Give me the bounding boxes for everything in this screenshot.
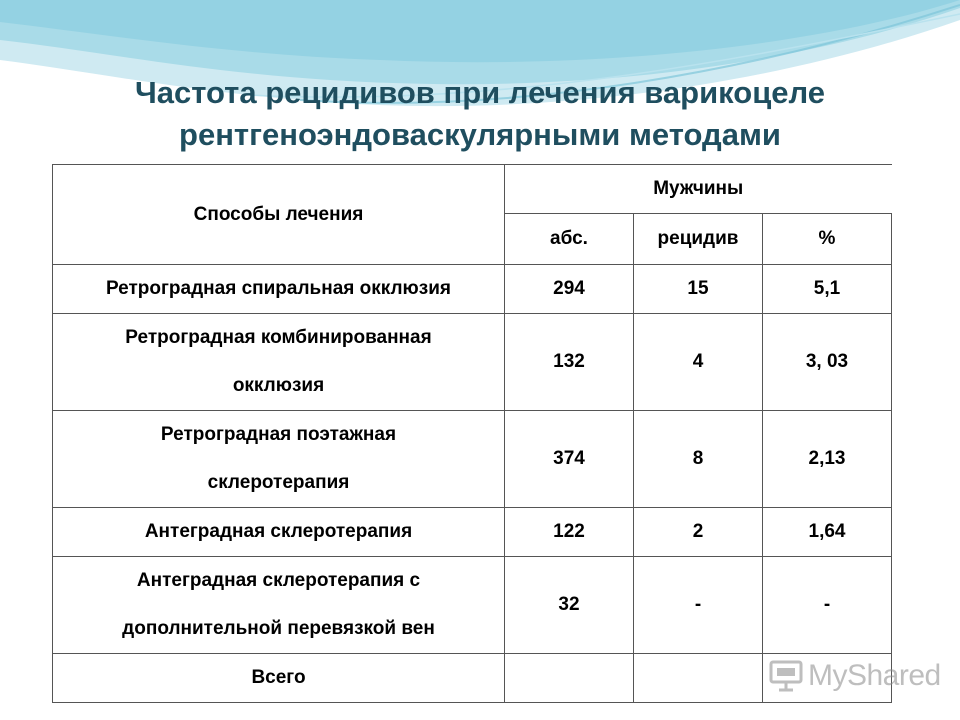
row-recur: 2 (634, 508, 763, 557)
table-row (53, 265, 892, 314)
table-row (53, 508, 892, 557)
row-recur (634, 654, 763, 703)
row-recur: 15 (634, 265, 763, 314)
slide-title (0, 72, 960, 156)
row-abs: 374 (505, 411, 634, 508)
row-method: Ретроградная спиральная окклюзия (53, 265, 505, 314)
watermark (768, 656, 941, 696)
row-abs: 294 (505, 265, 634, 314)
row-pct: 5,1 (763, 265, 892, 314)
row-recur: 4 (634, 314, 763, 411)
row-method: Ретроградная поэтажная склеротерапия (53, 411, 505, 508)
row-method: Антеградная склеротерапия с дополнительной перевязкой вен (53, 557, 505, 654)
row-method: Всего (53, 654, 505, 703)
row-method: Ретроградная комбинированная окклюзия (53, 314, 505, 411)
presentation-board-icon (768, 659, 804, 693)
row-recur: - (634, 557, 763, 654)
recurrence-table (52, 164, 892, 703)
table-row (53, 314, 892, 411)
header-group-men: Мужчины (505, 165, 892, 214)
watermark-text: MyShared (808, 659, 941, 692)
row-pct: - (763, 557, 892, 654)
row-recur: 8 (634, 411, 763, 508)
table-row (53, 557, 892, 654)
header-abs: абс. (505, 214, 634, 265)
row-abs: 122 (505, 508, 634, 557)
table-header-row (53, 165, 892, 214)
row-pct: 1,64 (763, 508, 892, 557)
row-method: Антеградная склеротерапия (53, 508, 505, 557)
table-row-total (53, 654, 892, 703)
row-pct: 3, 03 (763, 314, 892, 411)
row-abs: 32 (505, 557, 634, 654)
table-row (53, 411, 892, 508)
header-pct: % (763, 214, 892, 265)
slide-title-line2: рентгеноэндоваскулярными методами (179, 117, 781, 152)
row-pct: 2,13 (763, 411, 892, 508)
header-recur: рецидив (634, 214, 763, 265)
header-method: Способы лечения (53, 165, 505, 265)
slide-title-line1: Частота рецидивов при лечения варикоцеле (134, 75, 826, 110)
row-abs (505, 654, 634, 703)
row-abs: 132 (505, 314, 634, 411)
